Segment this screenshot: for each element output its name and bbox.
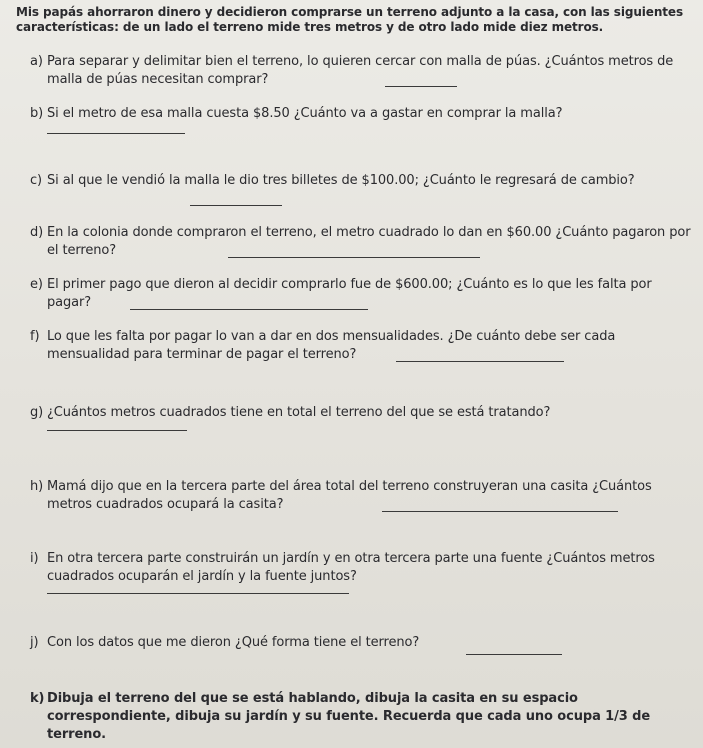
question-text: En otra tercera parte construirán un jardín y en otra tercera parte una fuente ¿Cuántos metros cuadrados ocuparán el jardín y la fuente juntos? bbox=[47, 551, 655, 584]
question-text: Mamá dijo que en la tercera parte del área total del terreno construyeran una casita ¿Cuántos metros cuadrados ocupará la casita? bbox=[47, 479, 652, 512]
problem-statement: Mis papás ahorraron dinero y decidieron comprarse un terreno adjunto a la casa, con las siguientes características: de un lado el terreno mide tres metros y de otro lado mide diez metros. bbox=[16, 5, 684, 34]
question-d bbox=[30, 224, 698, 260]
answer-line-d[interactable] bbox=[228, 256, 480, 258]
question-letter: j) bbox=[30, 635, 39, 650]
question-j bbox=[30, 634, 698, 652]
question-text: El primer pago que dieron al decidir comprarlo fue de $600.00; ¿Cuánto es lo que les falta por pagar? bbox=[47, 277, 652, 310]
question-text: Lo que les falta por pagar lo van a dar en dos mensualidades. ¿De cuánto debe ser cada mensualidad para terminar de pagar el terreno? bbox=[47, 329, 616, 362]
question-text: Dibuja el terreno del que se está hablando, dibuja la casita en su espacio correspondiente, dibuja su jardín y su fuente. Recuerda que cada uno ocupa 1/3 de terreno. bbox=[47, 691, 651, 742]
question-text: Si al que le vendió la malla le dio tres billetes de $100.00; ¿Cuánto le regresará de cambio? bbox=[47, 173, 635, 188]
answer-line-h[interactable] bbox=[382, 510, 618, 512]
question-h bbox=[30, 478, 698, 514]
answer-line-i[interactable] bbox=[47, 592, 349, 594]
question-f bbox=[30, 328, 698, 364]
question-letter: k) bbox=[30, 691, 45, 706]
question-b bbox=[30, 105, 698, 123]
question-text: Si el metro de esa malla cuesta $8.50 ¿Cuánto va a gastar en comprar la malla? bbox=[47, 106, 563, 121]
question-letter: h) bbox=[30, 479, 44, 494]
answer-line-j[interactable] bbox=[466, 653, 562, 655]
question-g bbox=[30, 404, 698, 422]
answer-line-e[interactable] bbox=[130, 308, 368, 310]
question-letter: e) bbox=[30, 277, 43, 292]
question-letter: c) bbox=[30, 173, 43, 188]
question-e bbox=[30, 276, 698, 312]
question-letter: b) bbox=[30, 106, 44, 121]
question-a bbox=[30, 53, 698, 89]
question-k bbox=[30, 690, 698, 744]
answer-line-c[interactable] bbox=[190, 204, 282, 206]
question-i bbox=[30, 550, 698, 586]
answer-line-g[interactable] bbox=[47, 429, 187, 431]
question-letter: a) bbox=[30, 54, 43, 69]
question-letter: g) bbox=[30, 405, 44, 420]
question-letter: d) bbox=[30, 225, 44, 240]
question-letter: f) bbox=[30, 329, 40, 344]
question-text: Para separar y delimitar bien el terreno, lo quieren cercar con malla de púas. ¿Cuántos metros de malla de púas necesitan comprar? bbox=[47, 54, 674, 87]
question-letter: i) bbox=[30, 551, 39, 566]
answer-line-b[interactable] bbox=[47, 132, 185, 134]
question-text: En la colonia donde compraron el terreno, el metro cuadrado lo dan en $60.00 ¿Cuánto pagaron por el terreno? bbox=[47, 225, 691, 258]
answer-line-a[interactable] bbox=[385, 85, 457, 87]
question-c bbox=[30, 172, 698, 190]
question-text: Con los datos que me dieron ¿Qué forma tiene el terreno? bbox=[47, 635, 420, 650]
question-text: ¿Cuántos metros cuadrados tiene en total el terreno del que se está tratando? bbox=[47, 405, 551, 420]
answer-line-f[interactable] bbox=[396, 360, 564, 362]
